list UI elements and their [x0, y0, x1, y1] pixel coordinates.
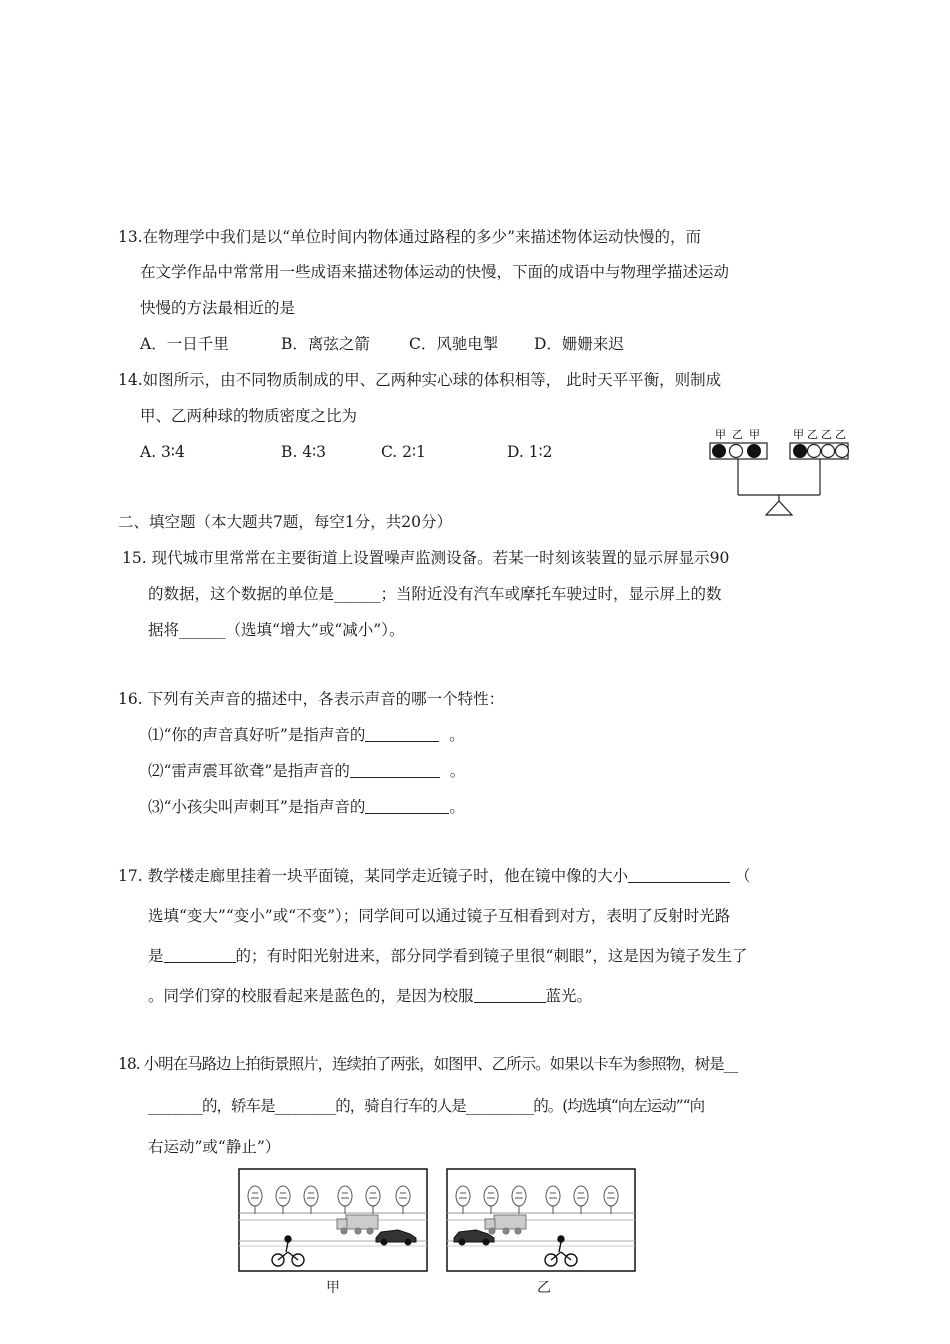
q17-line4	[148, 986, 592, 1006]
figure-label-yi: 乙	[537, 1280, 551, 1296]
ball-yi	[808, 445, 821, 458]
answer-blank	[474, 986, 546, 1003]
q17-line3-text: 的；有时阳光射进来，部分同学看到镜子里很“刺眼”，这是因为镜子发生了	[235, 947, 748, 965]
right-label-3: 乙	[821, 428, 832, 441]
q14-option-a: A. 3∶4	[140, 443, 185, 461]
q18-line1: 18. 小明在马路边上拍街景照片，连续拍了两张，如图甲、乙所示。如果以卡车为参照物，树是__	[118, 1055, 738, 1073]
ball-yi	[836, 445, 849, 458]
q14-line2: 甲、乙两种球的物质密度之比为	[140, 407, 358, 425]
q16-item1-text: ⑴“你的声音真好听”是指声音的	[148, 726, 366, 744]
q14-option-b: B. 4∶3	[281, 443, 327, 461]
street-photo-yi	[446, 1168, 636, 1272]
balance-beam	[738, 459, 820, 515]
answer-blank	[164, 946, 236, 963]
q16-item2-text: ⑵“雷声震耳欲聋”是指声音的	[148, 762, 350, 780]
q14-option-c: C. 2∶1	[381, 443, 426, 461]
q16-item2	[148, 761, 465, 781]
q14-line1: 14.如图所示，由不同物质制成的甲、乙两种实心球的体积相等， 此时天平平衡，则制成	[118, 371, 722, 389]
q16-line1: 16. 下列有关声音的描述中，各表示声音的哪一个特性：	[118, 690, 505, 708]
ball-jia	[713, 445, 726, 458]
ball-yi	[822, 445, 835, 458]
balance-figure	[704, 425, 854, 520]
answer-blank	[350, 761, 440, 778]
q16-item2-end: 。	[449, 762, 466, 780]
q18-line2: ________的，轿车是_________的，骑自行车的人是__________的。(均选填“向左运动”“向	[148, 1097, 705, 1115]
section-heading: 二、填空题（本大题共7题，每空1分，共20分）	[118, 513, 452, 531]
q15-line2: 的数据，这个数据的单位是______；当附近没有汽车或摩托车驶过时，显示屏上的数	[148, 585, 722, 603]
q13-line2: 在文学作品中常常用一些成语来描述物体运动的快慢，下面的成语中与物理学描述运动	[140, 263, 730, 281]
street-photo-jia	[238, 1168, 428, 1272]
right-label-2: 乙	[807, 428, 818, 441]
q17-line3-start: 是	[148, 947, 164, 965]
q17-line2: 选填“变大”“变小”或“不变”）；同学间可以通过镜子互相看到对方，表明了反射时光路	[148, 907, 731, 925]
answer-blank	[365, 797, 449, 814]
figure-label-jia: 甲	[326, 1280, 340, 1296]
left-label-3: 甲	[749, 428, 760, 441]
q13-option-a: A．一日千里	[140, 335, 229, 353]
q17-line3	[148, 946, 747, 966]
q17-line1	[118, 866, 751, 886]
q13-line1: 13.在物理学中我们是以“单位时间内物体通过路程的多少”来描述物体运动快慢的，而	[118, 228, 702, 246]
q17-line4-end: 蓝光。	[545, 987, 593, 1005]
q18-line3: 右运动”或“静止”）	[148, 1138, 281, 1156]
q16-item3	[148, 797, 465, 817]
q15-line3: 据将______（选填“增大”或“减小”）。	[148, 621, 405, 639]
q13-line3: 快慢的方法最相近的是	[140, 299, 296, 317]
ball-jia	[748, 445, 761, 458]
q17-line1-text: 17. 教学楼走廊里挂着一块平面镜，某同学走近镜子时，他在镜中像的大小	[118, 867, 629, 885]
answer-blank	[628, 866, 730, 883]
ball-jia	[794, 445, 807, 458]
q13-option-b: B．离弦之箭	[281, 335, 370, 353]
q16-item3-text: ⑶“小孩尖叫声刺耳”是指声音的	[148, 798, 366, 816]
answer-blank	[365, 725, 439, 742]
q14-option-d: D. 1∶2	[507, 443, 553, 461]
right-label-4: 乙	[835, 428, 846, 441]
left-label-1: 甲	[715, 428, 726, 441]
q13-option-d: D．姗姗来迟	[534, 335, 624, 353]
right-label-1: 甲	[793, 428, 804, 441]
q15-line1: 15. 现代城市里常常在主要街道上设置噪声监测设备。若某一时刻该装置的显示屏显示90	[122, 549, 730, 567]
q16-item3-end: 。	[449, 798, 465, 816]
ball-yi	[730, 445, 743, 458]
left-label-2: 乙	[732, 428, 743, 441]
q13-option-c: C．风驰电掣	[409, 335, 499, 353]
q16-item1-end: 。	[449, 726, 465, 744]
q17-line4-text: 。同学们穿的校服看起来是蓝色的，是因为校服	[148, 987, 474, 1005]
q16-item1	[148, 725, 465, 745]
q17-line1-end: （	[735, 867, 751, 885]
